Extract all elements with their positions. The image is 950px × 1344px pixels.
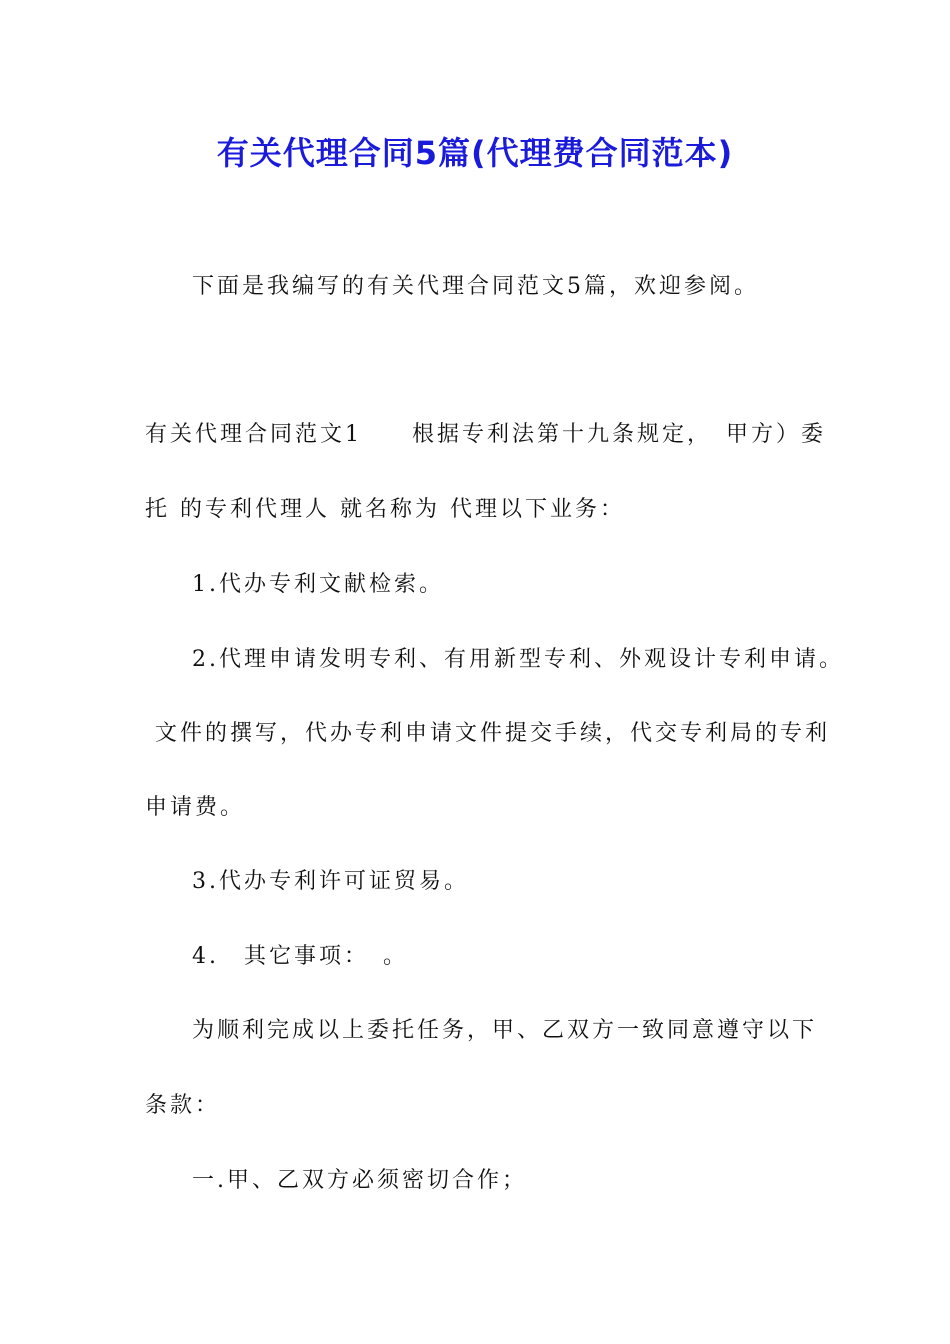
- body-line-2: 托 的专利代理人 就名称为 代理以下业务：: [145, 497, 625, 522]
- body-line-7: 3.代办专利许可证贸易。: [192, 869, 469, 894]
- body-line-3: 1.代办专利文献检索。: [192, 572, 444, 597]
- body-line-1: 有关代理合同范文1 根据专利法第十九条规定， 甲方）委: [145, 422, 826, 447]
- body-line-9: 为顺利完成以上委托任务，甲、乙双方一致同意遵守以下: [192, 1018, 818, 1043]
- intro-paragraph: 下面是我编写的有关代理合同范文5篇，欢迎参阅。: [192, 274, 759, 299]
- body-line-6: 申请费。: [145, 795, 246, 820]
- body-line-5: 文件的撰写，代办专利申请文件提交手续，代交专利局的专利: [145, 721, 830, 746]
- body-line-10: 条款：: [145, 1093, 221, 1118]
- body-line-4: 2.代理申请发明专利、有用新型专利、外观设计专利申请。: [192, 647, 844, 672]
- body-line-11: 一.甲、乙双方必须密切合作；: [192, 1168, 527, 1193]
- body-line-8: 4. 其它事项： 。: [192, 944, 408, 969]
- document-title: 有关代理合同5篇(代理费合同范本): [216, 134, 734, 172]
